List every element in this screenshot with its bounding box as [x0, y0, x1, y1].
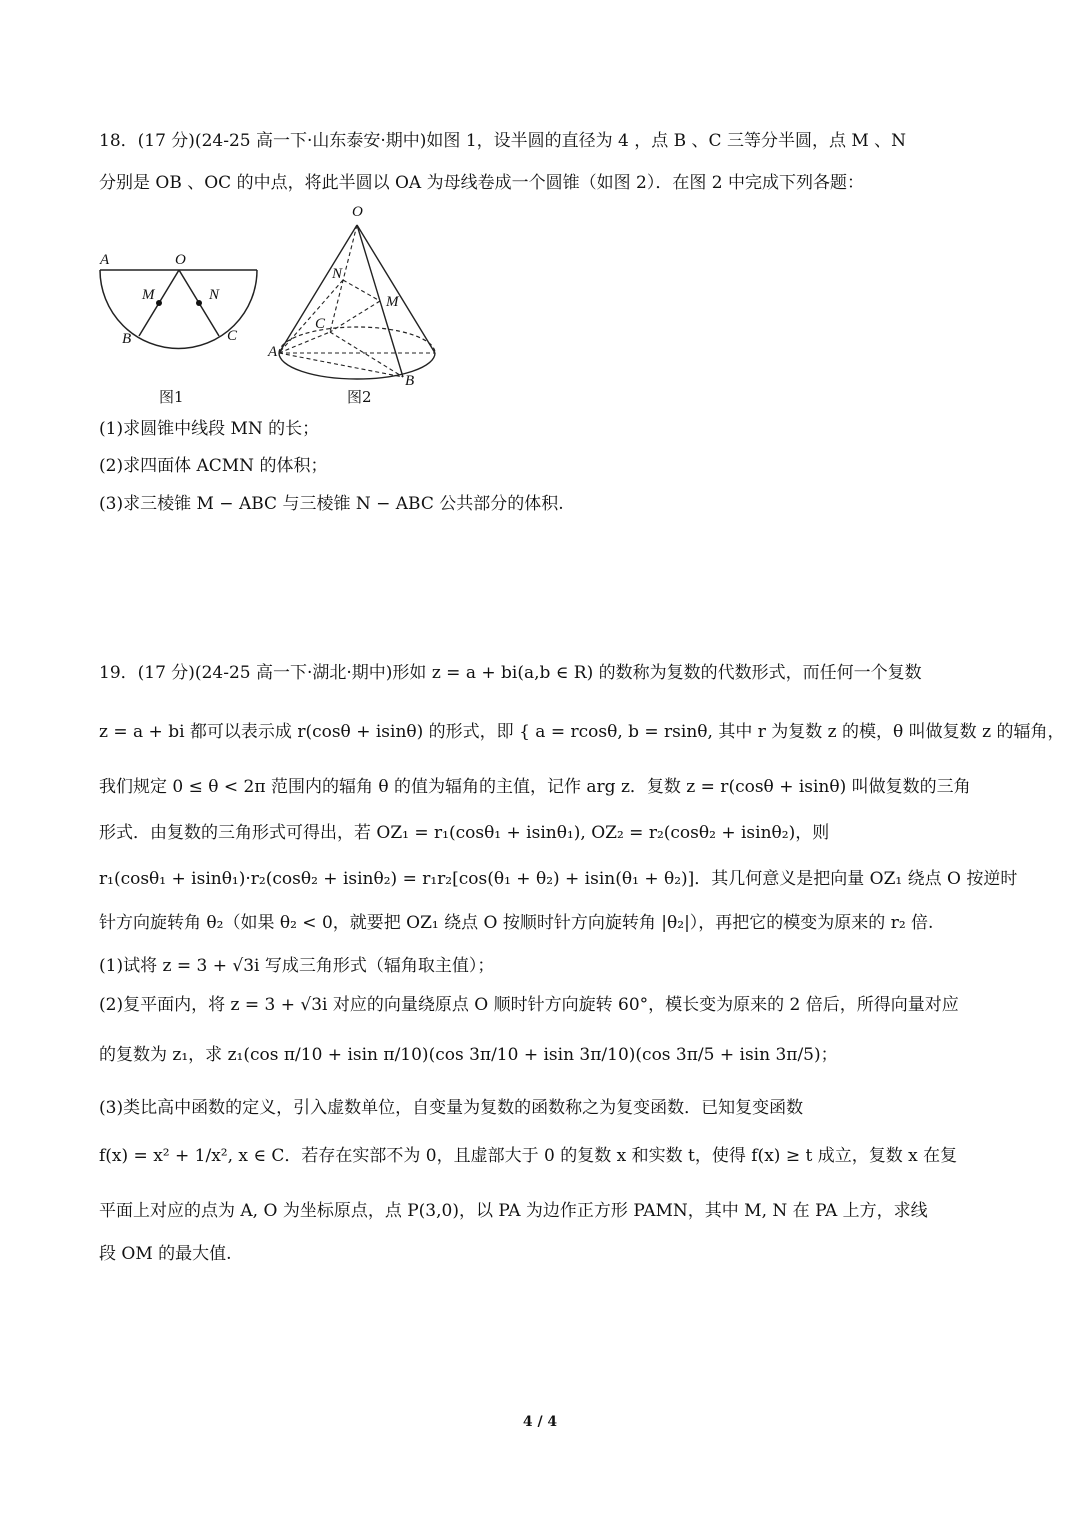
- fig1-label-n: N: [209, 287, 220, 303]
- q18-line-1: 18．(17 分)(24-25 高一下·山东泰安·期中)如图 1，设半圆的直径为 4 ，点 B 、C 三等分半圆，点 M 、N: [99, 131, 907, 151]
- fig1-label-m: M: [142, 287, 155, 303]
- q19-line-1: 19．(17 分)(24-25 高一下·湖北·期中)形如 z = a + bi(a,b ∈ R) 的数称为复数的代数形式，而任何一个复数: [99, 663, 922, 683]
- q19-line-3: 我们规定 0 ≤ θ < 2π 范围内的辐角 θ 的值为辐角的主值，记作 arg z．复数 z = r(cosθ + isinθ) 叫做复数的三角: [99, 777, 971, 797]
- fig2-label-a: A: [268, 344, 278, 360]
- fig1-label-a: A: [100, 252, 110, 268]
- fig1-label-b: B: [122, 331, 132, 347]
- q19-sub-2-line-2: 的复数为 z₁，求 z₁(cos π/10 + isin π/10)(cos 3π/10 + isin 3π/10)(cos 3π/5 + isin 3π/5)；: [99, 1045, 838, 1065]
- figure-2-cone: [270, 220, 445, 385]
- fig2-label-c: C: [315, 316, 326, 332]
- q19-sub-3-line-2: f(x) = x² + 1/x², x ∈ C．若存在实部不为 0，且虚部大于 0 的复数 x 和实数 t，使得 f(x) ≥ t 成立，复数 x 在复: [99, 1146, 958, 1166]
- fig1-label-o: O: [175, 252, 186, 268]
- q19-sub-2-line-1: (2)复平面内，将 z = 3 + √3i 对应的向量绕原点 O 顺时针方向旋转 60°，模长变为原来的 2 倍后，所得向量对应: [99, 995, 959, 1015]
- fig2-label-n: N: [332, 266, 343, 282]
- q19-sub-3-line-1: (3)类比高中函数的定义，引入虚数单位，自变量为复数的函数称之为复变函数．已知复变函数: [99, 1098, 804, 1118]
- q19-sub-3-line-4: 段 OM 的最大值.: [99, 1244, 232, 1264]
- q18-sub-1: (1)求圆锥中线段 MN 的长；: [99, 419, 320, 439]
- page-number: 4 / 4: [522, 1414, 558, 1430]
- q18-sub-2: (2)求四面体 ACMN 的体积；: [99, 456, 328, 476]
- q19-sub-3-line-3: 平面上对应的点为 A, O 为坐标原点，点 P(3,0)，以 PA 为边作正方形 PAMN，其中 M, N 在 PA 上方，求线: [99, 1201, 928, 1221]
- fig1-label-c: C: [227, 328, 238, 344]
- fig2-label-b: B: [405, 373, 415, 389]
- fig2-label-o: O: [352, 204, 363, 220]
- q19-line-4: 形式．由复数的三角形式可得出，若 OZ₁ = r₁(cosθ₁ + isinθ₁), OZ₂ = r₂(cosθ₂ + isinθ₂)，则: [99, 823, 830, 843]
- q18-line-2: 分别是 OB 、OC 的中点，将此半圆以 OA 为母线卷成一个圆锥（如图 2）．在图 2 中完成下列各题：: [99, 173, 864, 193]
- fig2-label-m: M: [386, 294, 399, 310]
- figure-1-semicircle: [95, 260, 265, 370]
- q19-sub-1: (1)试将 z = 3 + √3i 写成三角形式（辐角取主值）；: [99, 956, 495, 976]
- fig2-caption: 图2: [347, 388, 372, 406]
- q19-line-6: 针方向旋转角 θ₂（如果 θ₂ < 0，就要把 OZ₁ 绕点 O 按顺时针方向旋转角 |θ₂|），再把它的模变为原来的 r₂ 倍.: [99, 913, 934, 933]
- q19-line-2: z = a + bi 都可以表示成 r(cosθ + isinθ) 的形式，即 { a = rcosθ, b = rsinθ, 其中 r 为复数 z 的模，θ 叫做复数 z 的辐角，: [99, 722, 1065, 742]
- q18-sub-3: (3)求三棱锥 M − ABC 与三棱锥 N − ABC 公共部分的体积.: [99, 494, 564, 514]
- q19-line-5: r₁(cosθ₁ + isinθ₁)·r₂(cosθ₂ + isinθ₂) = r₁r₂[cos(θ₁ + θ₂) + isin(θ₁ + θ₂)]．其几何意义是把向量 OZ₁ 绕点 O 按逆时: [99, 869, 1018, 889]
- fig1-caption: 图1: [159, 388, 184, 406]
